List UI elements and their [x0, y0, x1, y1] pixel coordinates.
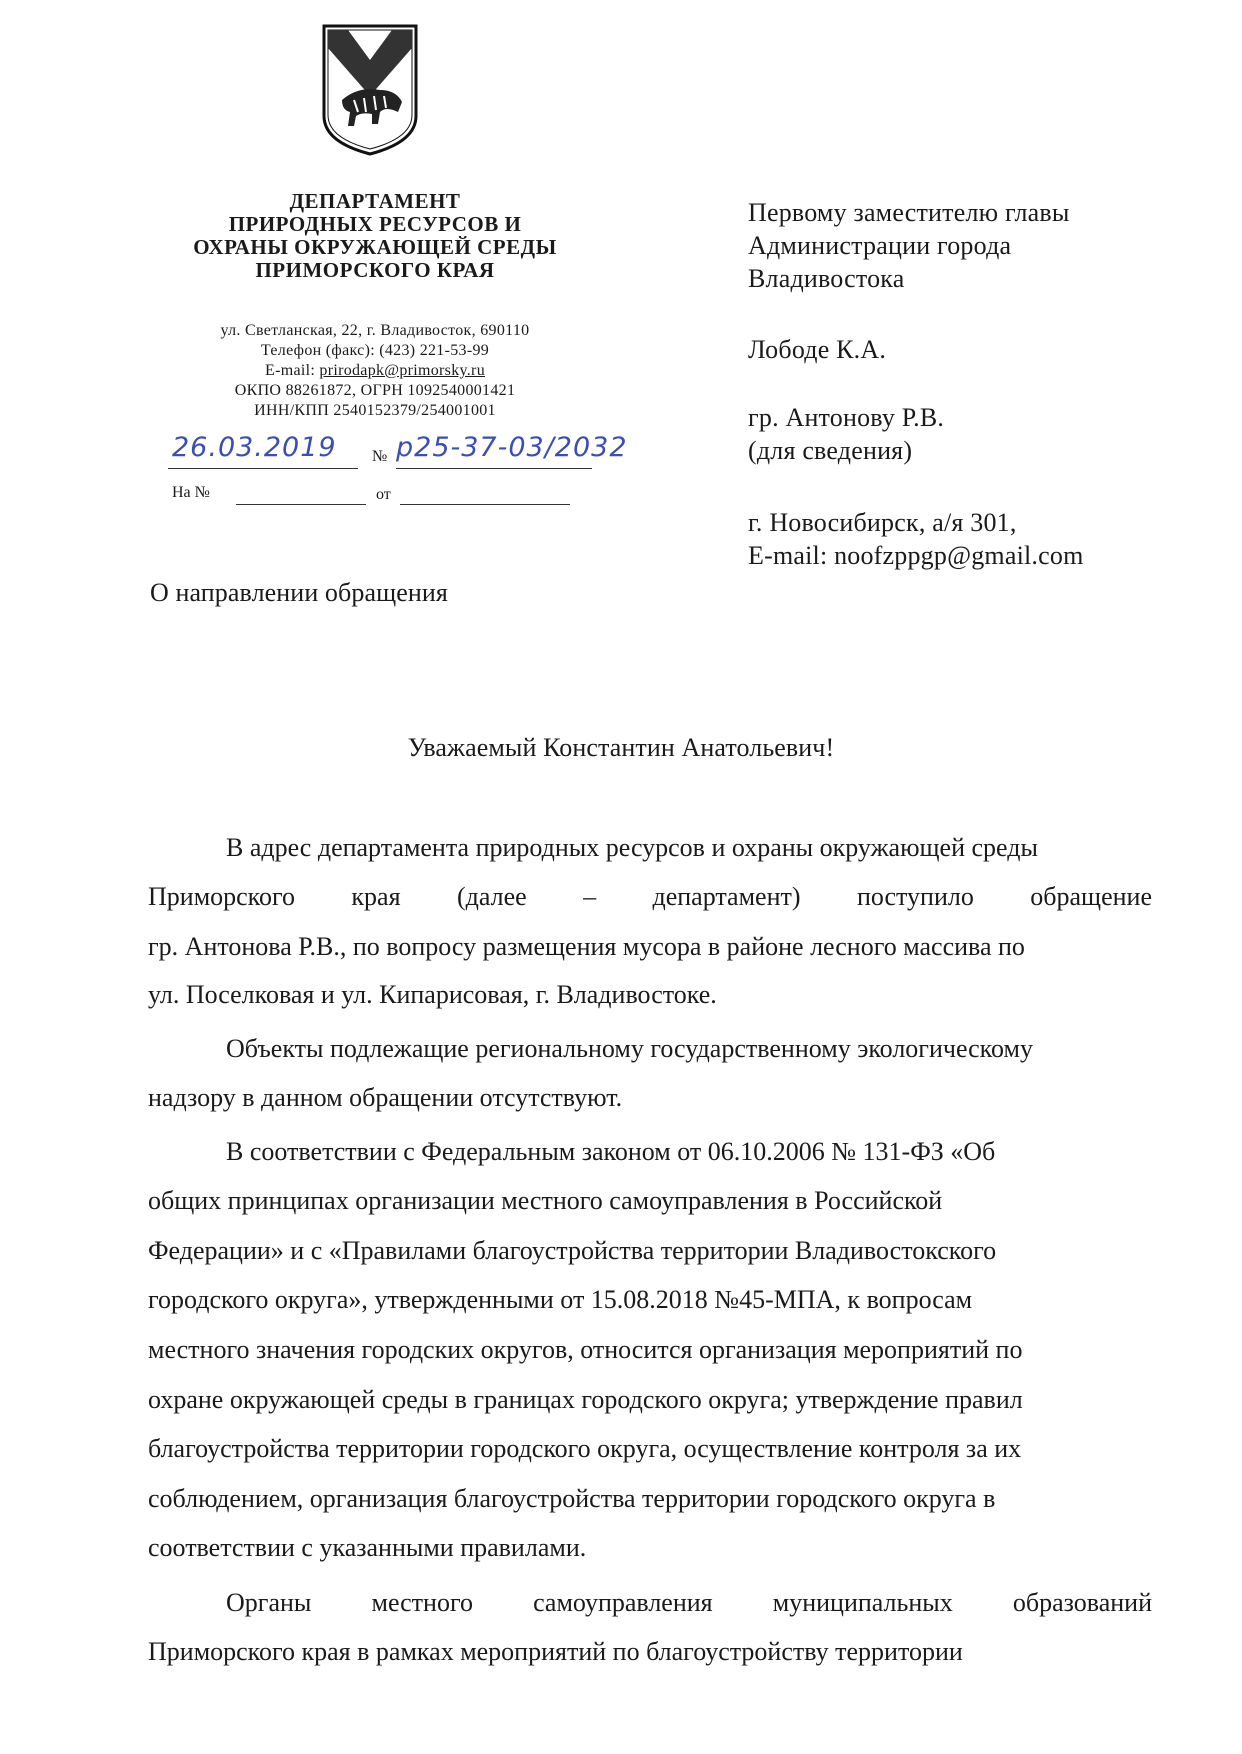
recipient-line: Администрации города: [748, 231, 1012, 260]
copy-recipient: гр. Антонову Р.В.: [748, 403, 945, 432]
copy-note: (для сведения): [748, 436, 913, 465]
body-line: городского округа», утвержденными от 15.08.2018 №45-МПА, к вопросам: [148, 1285, 973, 1314]
body-line: Объекты подлежащие региональному государственному экологическому: [226, 1034, 1033, 1063]
body-line-justified: Приморского края (далее – департамент) поступило обращение: [148, 882, 1152, 911]
body-line: местного значения городских округов, относится организация мероприятий по: [148, 1335, 1023, 1364]
body-line: ул. Поселковая и ул. Кипарисовая, г. Владивостоке.: [148, 980, 717, 1009]
department-address: ул. Светланская, 22, г. Владивосток, 690110: [220, 322, 530, 339]
registration-number: р25-37-03/2032: [396, 432, 628, 463]
reply-date-underline: [400, 504, 570, 505]
body-line: В адрес департамента природных ресурсов и охраны окружающей среды: [226, 833, 1038, 862]
coat-of-arms-icon: [318, 20, 422, 158]
registration-date: 26.03.2019: [172, 432, 337, 463]
subject: О направлении обращения: [150, 578, 448, 607]
body-line: охране окружающей среды в границах городского округа; утверждение правил: [148, 1385, 1023, 1414]
recipient-line: Первому заместителю главы: [748, 198, 1070, 227]
copy-address: г. Новосибирск, а/я 301,: [748, 508, 1017, 537]
department-name-line: ОХРАНЫ ОКРУЖАЮЩЕЙ СРЕДЫ: [193, 235, 557, 259]
recipient-name: Лободе К.А.: [748, 335, 887, 364]
body-line: Приморского края в рамках мероприятий по благоустройству территории: [148, 1637, 963, 1666]
department-name-line: ПРИМОРСКОГО КРАЯ: [255, 258, 495, 282]
body-line: Федерации» и с «Правилами благоустройства территории Владивостокского: [148, 1236, 997, 1265]
reg-date-underline: [168, 468, 358, 469]
body-line: соблюдением, организация благоустройства территории городского округа в: [148, 1484, 996, 1513]
reply-to-label: На №: [172, 484, 210, 501]
reg-number-underline: [396, 468, 592, 469]
body-line: благоустройства территории городского округа, осуществление контроля за их: [148, 1434, 1022, 1463]
body-line: В соответствии с Федеральным законом от 06.10.2006 № 131-ФЗ «Об: [226, 1137, 996, 1166]
department-okpo: ОКПО 88261872, ОГРН 1092540001421: [234, 382, 516, 399]
body-line: гр. Антонова Р.В., по вопросу размещения мусора в районе лесного массива по: [148, 932, 1025, 961]
email-link[interactable]: prirodapk@primorsky.ru: [319, 362, 485, 379]
department-inn: ИНН/КПП 2540152379/254001001: [254, 402, 496, 419]
body-line: соответствии с указанными правилами.: [148, 1533, 587, 1562]
reply-number-underline: [236, 504, 366, 505]
body-line-justified: Органы местного самоуправления муниципальных образований: [226, 1588, 1152, 1617]
department-name-line: ДЕПАРТАМЕНТ: [289, 189, 461, 213]
department-email-line: E-mail: prirodapk@primorsky.ru: [265, 362, 485, 379]
department-phone: Телефон (факс): (423) 221-53-99: [260, 342, 490, 359]
department-name-line: ПРИРОДНЫХ РЕСУРСОВ И: [228, 212, 522, 236]
salutation: Уважаемый Константин Анатольевич!: [407, 733, 835, 762]
recipient-line: Владивостока: [748, 264, 905, 293]
body-line: надзору в данном обращении отсутствуют.: [148, 1083, 623, 1112]
reply-from-label: от: [376, 486, 391, 503]
copy-email: E-mail: noofzppgp@gmail.com: [748, 541, 1084, 570]
reg-number-label: №: [372, 448, 388, 465]
body-line: общих принципах организации местного самоуправления в Российской: [148, 1186, 943, 1215]
